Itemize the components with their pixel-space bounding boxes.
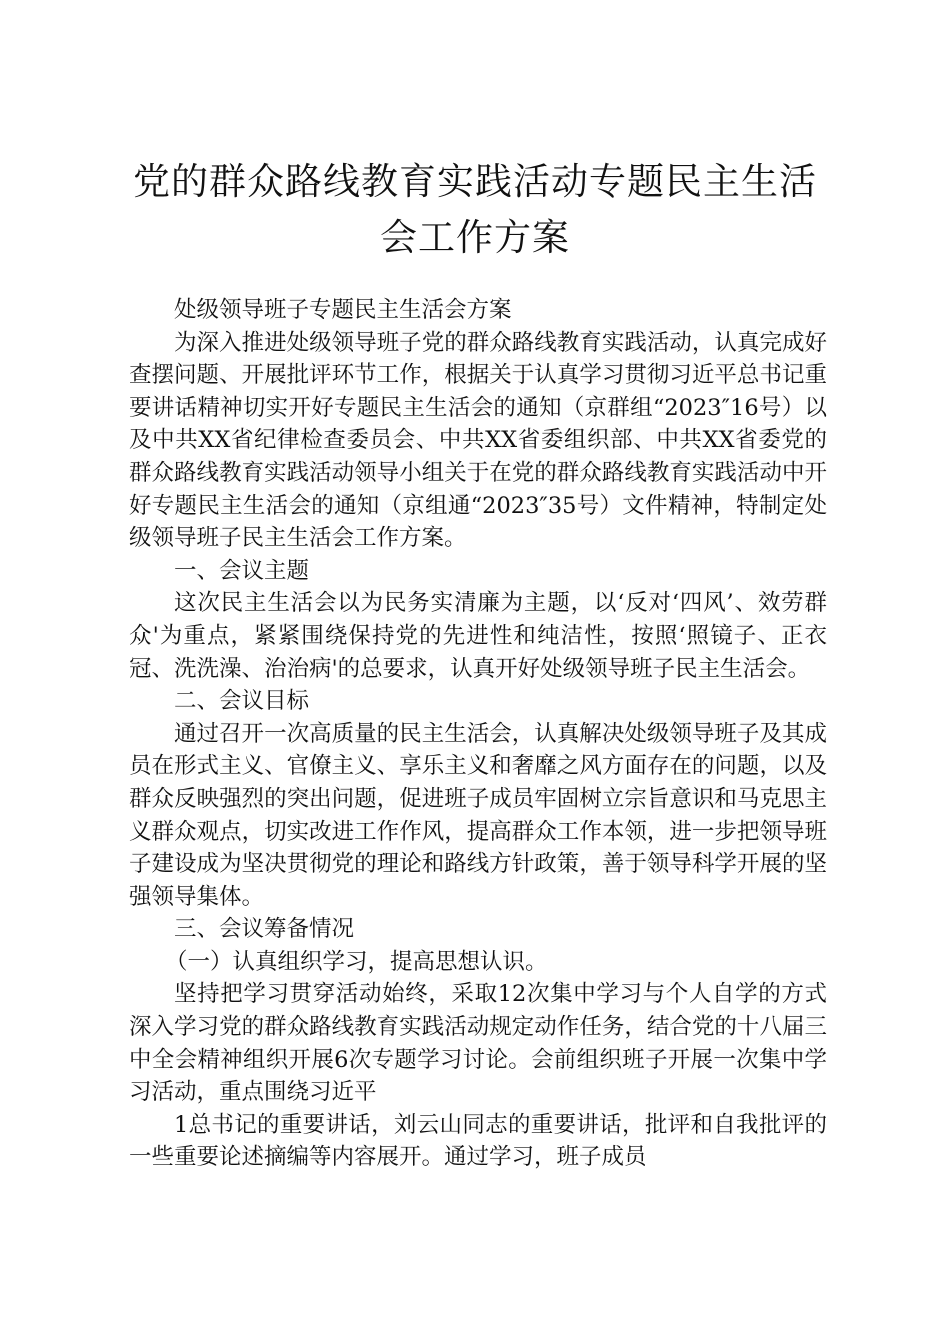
document-title: 党的群众路线教育实践活动专题民主生活会工作方案 — [133, 160, 817, 259]
paragraph-study-continued: 1总书记的重要讲话，刘云山同志的重要讲话，批评和自我批评的一些重要论述摘编等内容展开。通过学习，班子成员 — [129, 1111, 827, 1171]
subsection-heading-study: （一）认真组织学习，提高思想认识。 — [165, 948, 548, 975]
section-heading-goal: 二、会议目标 — [174, 688, 310, 715]
section-heading-theme: 一、会议主题 — [174, 557, 310, 584]
section-heading-preparation: 三、会议筹备情况 — [174, 916, 355, 943]
paragraph-goal: 通过召开一次高质量的民主生活会，认真解决处级领导班子及其成员在形式主义、官僚主义、享乐主义和奢靡之风方面存在的问题，以及群众反映强烈的突出问题，促进班子成员牢固树立宗旨意识和马克思主义群众观点，切实改进工作作风，提高群众工作本领，进一步把领导班子建设成为坚决贯彻党的理论和路线方针政策，善于领导科学开展的坚强领导集体。 — [129, 720, 827, 910]
paragraph-intro: 为深入推进处级领导班子党的群众路线教育实践活动，认真完成好查摆问题、开展批评环节工作，根据关于认真学习贯彻习近平总书记重要讲话精神切实开好专题民主生活会的通知（京群组“2023″16号）以及中共XX省纪律检查委员会、中共XX省委组织部、中共XX省委党的群众路线教育实践活动领导小组关于在党的群众路线教育实践活动中开好专题民主生活会的通知（京组通“2023″35号）文件精神，特制定处级领导班子民主生活会工作方案。 — [129, 329, 827, 552]
paragraph-study: 坚持把学习贯穿活动始终，采取12次集中学习与个人自学的方式深入学习党的群众路线教育实践活动规定动作任务，结合党的十八届三中全会精神组织开展6次专题学习讨论。会前组织班子开展一次集中学习活动，重点围绕习近平 — [129, 981, 827, 1106]
document-body — [129, 294, 827, 1174]
document-subtitle: 处级领导班子专题民主生活会方案 — [174, 297, 512, 323]
paragraph-theme: 这次民主生活会以为民务实清廉为主题，以‘反对‘四风’、效劳群众'为重点，紧紧围绕保持党的先进性和纯洁性，按照‘照镜子、正衣冠、洗洗澡、治治病'的总要求，认真开好处级领导班子民主生活会。 — [129, 590, 827, 682]
